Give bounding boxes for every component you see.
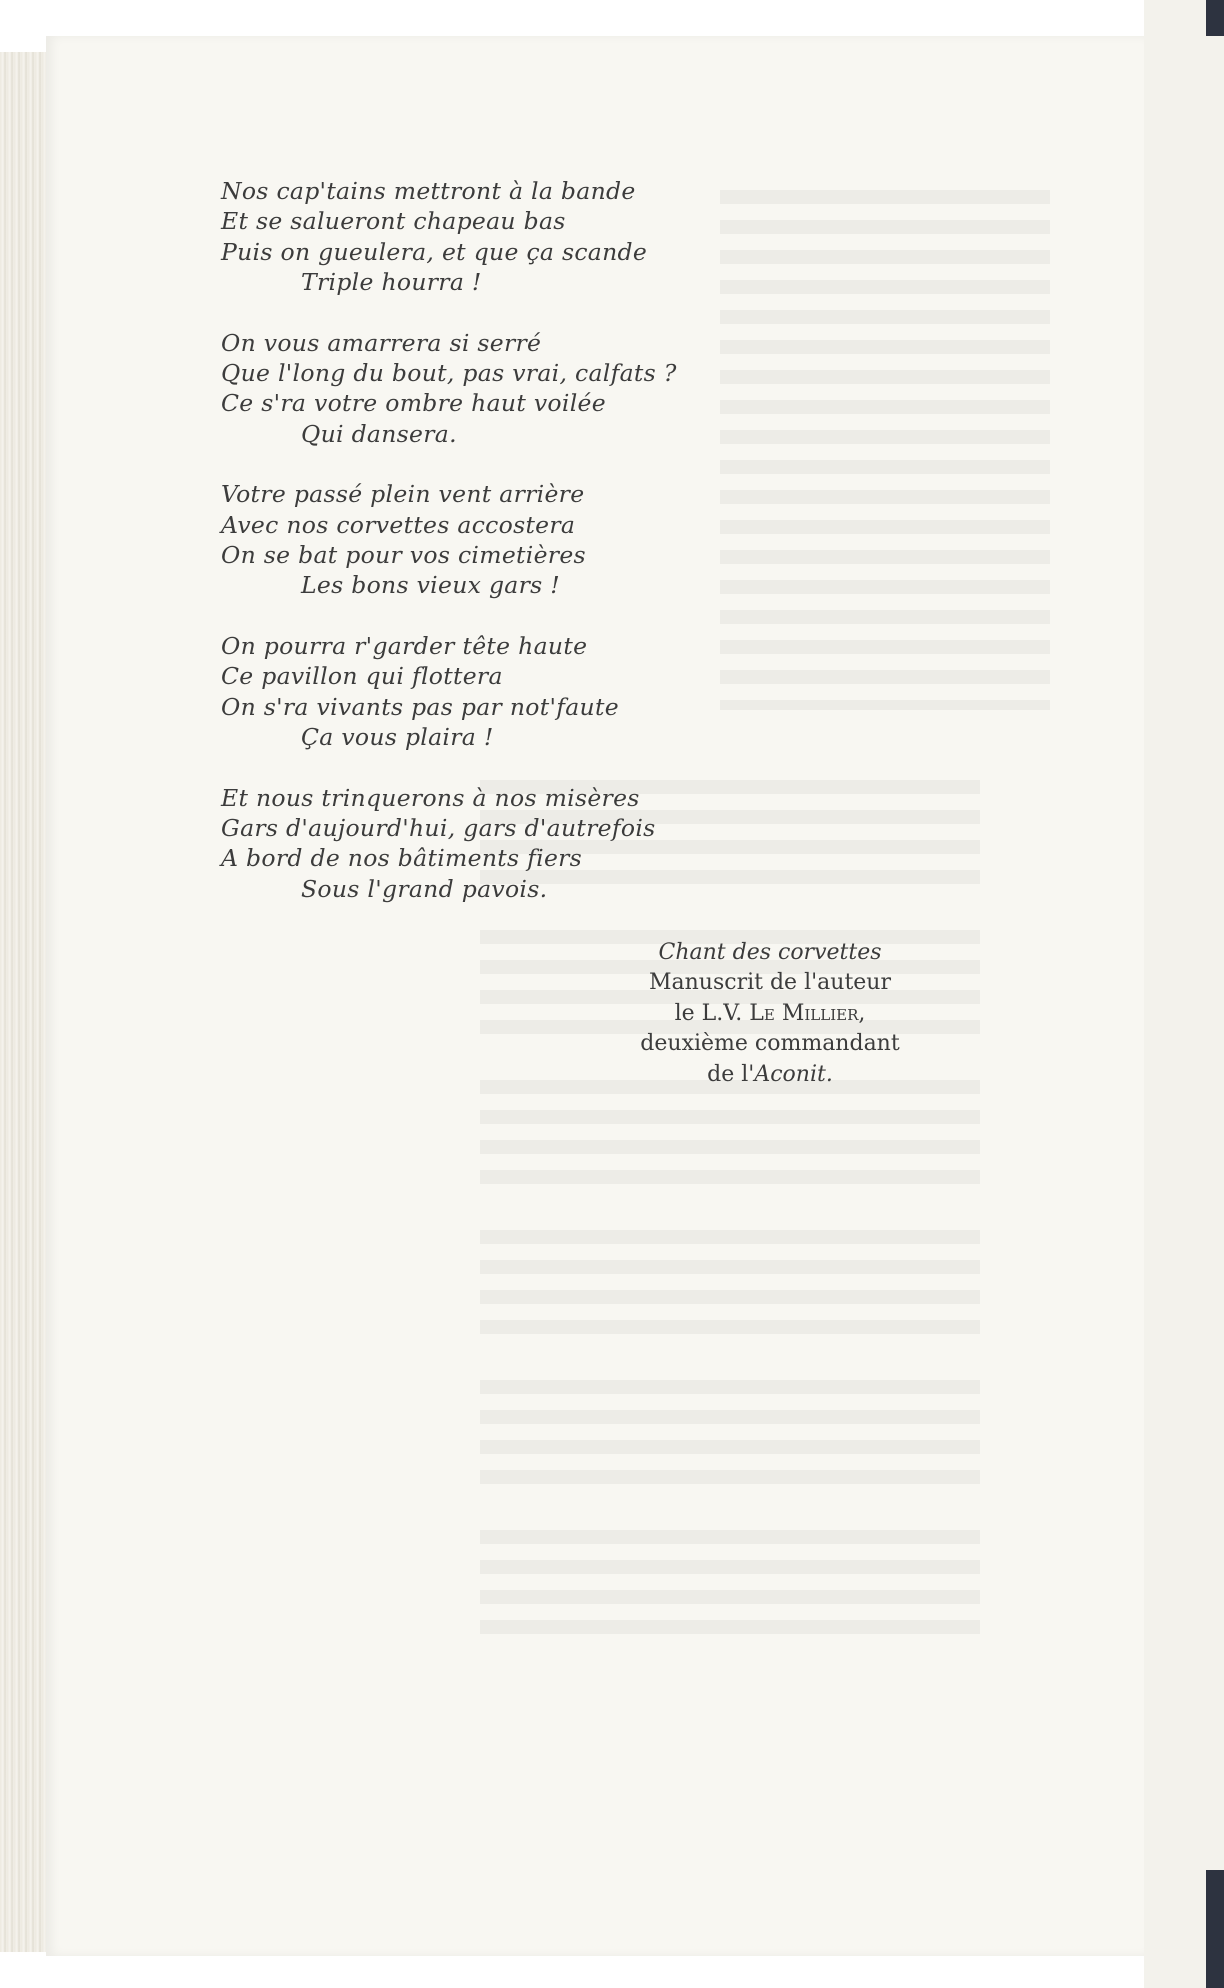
refrain-line: Sous l'grand pavois. bbox=[301, 874, 548, 903]
verse-line: A bord de nos bâtiments fiers bbox=[221, 844, 583, 873]
binding-cover-bottom bbox=[1206, 1870, 1224, 1988]
verse-line: Avec nos corvettes accostera bbox=[221, 510, 576, 539]
book-binding bbox=[1144, 0, 1224, 1988]
author-prefix: le L.V. bbox=[674, 1000, 750, 1026]
refrain-line: Triple hourra ! bbox=[301, 268, 482, 297]
verse-line: Gars d'aujourd'hui, gars d'autrefois bbox=[221, 813, 656, 842]
manuscript-note: Manuscrit de l'auteur bbox=[649, 970, 891, 996]
stanza-2 bbox=[221, 328, 781, 450]
verse-line: Puis on gueulera, et que ça scande bbox=[221, 237, 648, 266]
verse-line: On se bat pour vos cimetières bbox=[221, 541, 586, 570]
verse-line: Et nous trinquerons à nos misères bbox=[221, 783, 640, 812]
author-line bbox=[560, 999, 980, 1029]
stanza-5 bbox=[221, 783, 781, 905]
verse-line: Que l'long du bout, pas vrai, calfats ? bbox=[221, 359, 677, 388]
author-role: deuxième commandant bbox=[640, 1031, 900, 1057]
binding-cover-top bbox=[1206, 0, 1224, 36]
verse-line: Ce pavillon qui flottera bbox=[221, 662, 503, 691]
stanza-4 bbox=[221, 631, 781, 753]
refrain-line: Les bons vieux gars ! bbox=[301, 571, 561, 600]
author-name: Le Millier, bbox=[749, 1000, 866, 1026]
verse-line: On pourra r'garder tête haute bbox=[221, 631, 588, 660]
ship-line bbox=[560, 1060, 980, 1090]
refrain-line: Ça vous plaira ! bbox=[301, 723, 494, 752]
verse-line: On s'ra vivants pas par not'faute bbox=[221, 692, 619, 721]
refrain-line: Qui dansera. bbox=[301, 419, 457, 448]
verse-line: Ce s'ra votre ombre haut voilée bbox=[221, 389, 606, 418]
attribution bbox=[560, 938, 980, 1090]
ship-prefix: de l' bbox=[707, 1061, 755, 1087]
stanza-1 bbox=[221, 176, 781, 298]
verse-line: Et se salueront chapeau bas bbox=[221, 207, 566, 236]
verse-line: Votre passé plein vent arrière bbox=[221, 480, 585, 509]
verse-line: On vous amarrera si serré bbox=[221, 328, 542, 357]
poem bbox=[221, 176, 781, 934]
song-title: Chant des corvettes bbox=[658, 940, 882, 965]
ship-name: Aconit. bbox=[754, 1061, 833, 1087]
verse-line: Nos cap'tains mettront à la bande bbox=[221, 177, 636, 205]
stanza-3 bbox=[221, 479, 781, 601]
